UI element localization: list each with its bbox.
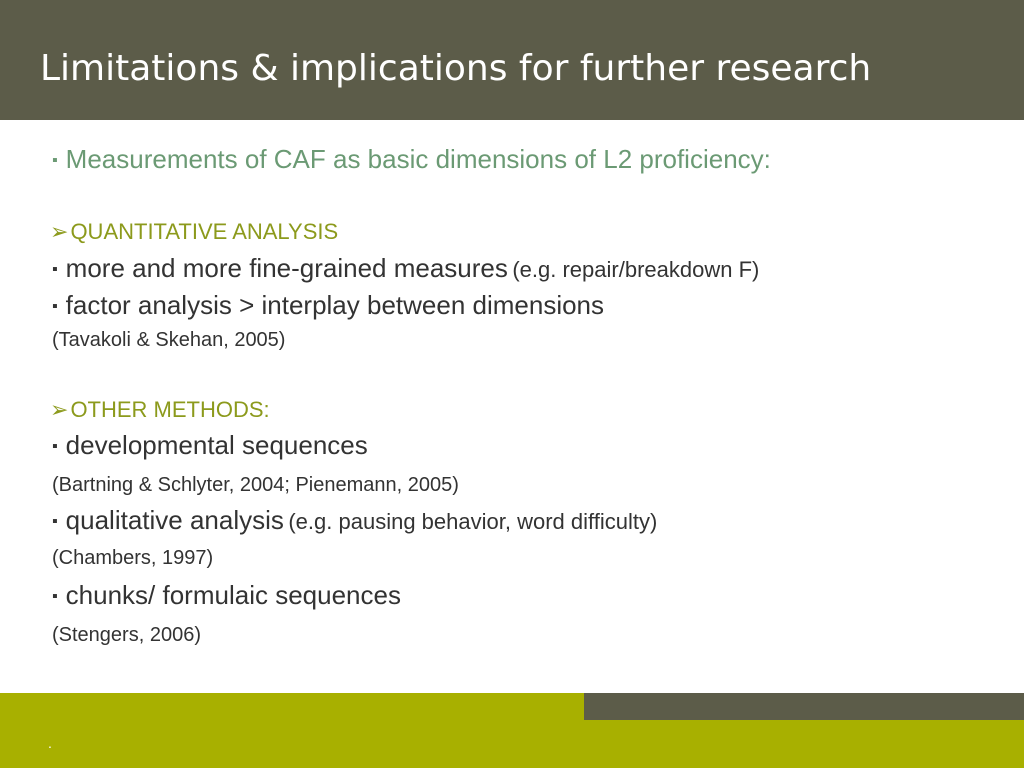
footer-text: . bbox=[48, 735, 52, 751]
main-heading: Measurements of CAF as basic dimensions of L2 proficiency: bbox=[65, 144, 771, 174]
list-item-text: more and more fine-grained measures bbox=[65, 253, 508, 283]
square-bullet-icon: ▪ bbox=[52, 588, 58, 605]
citation: (Bartning & Schlyter, 2004; Pienemann, 2005) bbox=[52, 474, 459, 496]
arrow-bullet-icon: ➢ bbox=[50, 219, 69, 244]
list-item bbox=[52, 505, 657, 536]
list-item bbox=[52, 430, 368, 461]
footer-accent-bar bbox=[584, 693, 1024, 720]
main-heading-row bbox=[52, 144, 771, 175]
section-quantitative bbox=[50, 219, 338, 245]
square-bullet-icon: ▪ bbox=[52, 438, 58, 455]
square-bullet-icon: ▪ bbox=[52, 513, 58, 530]
section-other-methods-label: OTHER METHODS: bbox=[70, 397, 270, 422]
section-other-methods bbox=[50, 397, 270, 423]
square-bullet-icon: ▪ bbox=[52, 298, 58, 315]
list-item bbox=[52, 580, 401, 611]
list-item bbox=[52, 290, 604, 321]
list-item-note: (e.g. pausing behavior, word difficulty) bbox=[288, 509, 658, 534]
citation: (Chambers, 1997) bbox=[52, 547, 214, 569]
slide-title: Limitations & implications for further research bbox=[40, 48, 872, 89]
citation: (Tavakoli & Skehan, 2005) bbox=[52, 329, 286, 351]
list-item-text: developmental sequences bbox=[65, 430, 368, 460]
section-quantitative-label: QUANTITATIVE ANALYSIS bbox=[70, 219, 339, 244]
citation: (Stengers, 2006) bbox=[52, 624, 201, 646]
square-bullet-icon: ▪ bbox=[52, 261, 58, 278]
list-item-text: qualitative analysis bbox=[65, 505, 284, 535]
arrow-bullet-icon: ➢ bbox=[50, 397, 69, 422]
list-item-text: factor analysis > interplay between dimensions bbox=[65, 290, 605, 320]
square-bullet-icon: ▪ bbox=[52, 152, 58, 169]
list-item-text: chunks/ formulaic sequences bbox=[65, 580, 401, 610]
list-item-note: (e.g. repair/breakdown F) bbox=[512, 257, 760, 282]
list-item bbox=[52, 253, 759, 284]
